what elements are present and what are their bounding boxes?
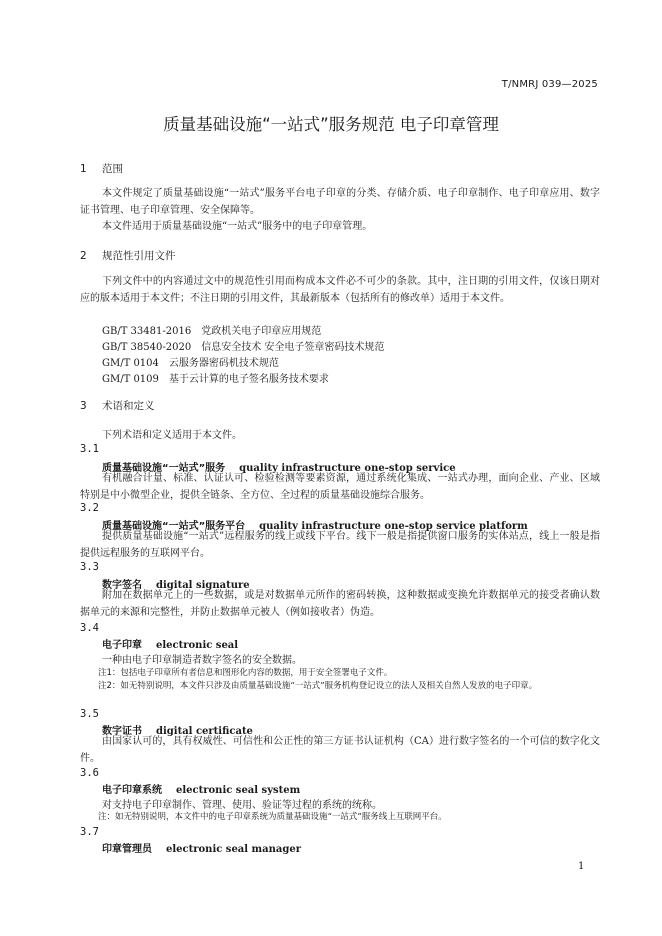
- clause-number: 3.4: [80, 622, 99, 634]
- clause-number: 3.6: [80, 767, 99, 779]
- term-zh: 印章管理员: [102, 844, 152, 855]
- term-definition: 一种由电子印章制造者数字签名的安全数据。: [102, 655, 302, 666]
- section-title: 规范性引用文件: [102, 250, 176, 262]
- paragraph: 本文件规定了质量基础设施“一站式”服务平台电子印章的分类、存储介质、电子印章制作、电子印章应用、数字证书管理、电子印章管理、安全保障等。: [80, 188, 600, 216]
- clause-number: 3.3: [80, 561, 99, 573]
- note-text: 包括电子印章所有者信息和图形化内容的数据，用于安全签署电子文件。: [120, 668, 393, 678]
- term-en: quality infrastructure one-stop service: [239, 463, 456, 474]
- term-heading: [102, 781, 300, 796]
- term-heading: [102, 840, 301, 855]
- section-heading: [80, 398, 155, 413]
- term-zh: 数字证书: [102, 726, 142, 737]
- standard-number: T/NMRJ 039—2025: [501, 79, 598, 90]
- term-definition: 附加在数据单元上的一些数据，或是对数据单元所作的密码转换，这种数据或变换允许数据单元的接受者确认数据单元的来源和完整性，并防止数据单元被人（例如接收者）伪造。: [80, 590, 600, 618]
- reference-item: GM/T 0109 基于云计算的电子签名服务技术要求: [102, 374, 329, 385]
- term-zh: 质量基础设施“一站式”服务: [102, 463, 226, 474]
- section-title: 术语和定义: [102, 400, 155, 412]
- term-definition: 提供质量基础设施“一站式”远程服务的线上或线下平台。线下一般是指提供窗口服务的实体站点，线上一般是指提供远程服务的互联网平台。: [80, 531, 600, 559]
- term-definition: 由国家认可的，具有权威性、可信性和公正性的第三方证书认证机构（CA）进行数字签名的一个可信的数字化文件。: [80, 736, 600, 764]
- section-heading: [80, 161, 123, 176]
- note-label: 注：: [98, 812, 116, 822]
- section-number: 3: [80, 400, 87, 412]
- term-definition: 有机融合计量、标准、认证认可、检验检测等要素资源，通过系统化集成、一站式办理，面向企业、产业、区域特别是中小微型企业，提供全链条、全方位、全过程的质量基础设施综合服务。: [80, 473, 600, 501]
- note-label: 注2：: [98, 681, 121, 691]
- page-number: 1: [578, 861, 585, 872]
- clause-number: 3.5: [80, 708, 99, 720]
- reference-item: GB/T 38540-2020 信息安全技术 安全电子签章密码技术规范: [102, 342, 385, 353]
- term-heading: [102, 636, 238, 651]
- section-number: 2: [80, 250, 87, 262]
- section-number: 1: [80, 163, 87, 175]
- reference-item: GB/T 33481-2016 党政机关电子印章应用规范: [102, 326, 322, 337]
- note-text: 如无特别说明，本文件只涉及由质量基础设施“一站式”服务机构登记设立的法人及相关自然人发放的电子印章。: [120, 681, 538, 691]
- term-en: electronic seal manager: [166, 844, 301, 855]
- term-zh: 电子印章: [102, 640, 142, 651]
- term-zh: 质量基础设施“一站式”服务平台: [102, 521, 246, 532]
- clause-number: 3.1: [80, 443, 99, 455]
- term-definition: 对支持电子印章制作、管理、使用、验证等过程的系统的统称。: [102, 800, 382, 811]
- section-heading: [80, 248, 176, 263]
- term-note: [98, 811, 598, 824]
- note-label: 注1：: [98, 668, 121, 678]
- term-note: [98, 667, 598, 680]
- document-title: 质量基础设施“一站式”服务规范 电子印章管理: [163, 115, 499, 134]
- clause-number: 3.2: [80, 502, 99, 514]
- term-en: digital certificate: [156, 726, 253, 737]
- term-en: quality infrastructure one-stop service platform: [259, 521, 528, 532]
- term-note: [98, 680, 598, 693]
- paragraph: 本文件适用于质量基础设施“一站式”服务中的电子印章管理。: [102, 221, 373, 232]
- paragraph: 下列文件中的内容通过文中的规范性引用而构成本文件必不可少的条款。其中，注日期的引用文件，仅该日期对应的版本适用于本文件；不注日期的引用文件，其最新版本（包括所有的修改单）适用于本文件。: [80, 276, 600, 304]
- section-title: 范围: [102, 163, 123, 175]
- clause-number: 3.7: [80, 826, 99, 838]
- section-intro: 下列术语和定义适用于本文件。: [102, 430, 242, 441]
- term-zh: 数字签名: [102, 580, 142, 591]
- term-en: digital signature: [156, 580, 250, 591]
- term-zh: 电子印章系统: [102, 785, 162, 796]
- term-en: electronic seal system: [176, 785, 301, 796]
- term-en: electronic seal: [156, 640, 239, 651]
- note-text: 如无特别说明，本文件中的电子印章系统为质量基础设施“一站式”服务线上互联网平台。: [115, 812, 447, 822]
- reference-item: GM/T 0104 云服务器密码机技术规范: [102, 358, 279, 369]
